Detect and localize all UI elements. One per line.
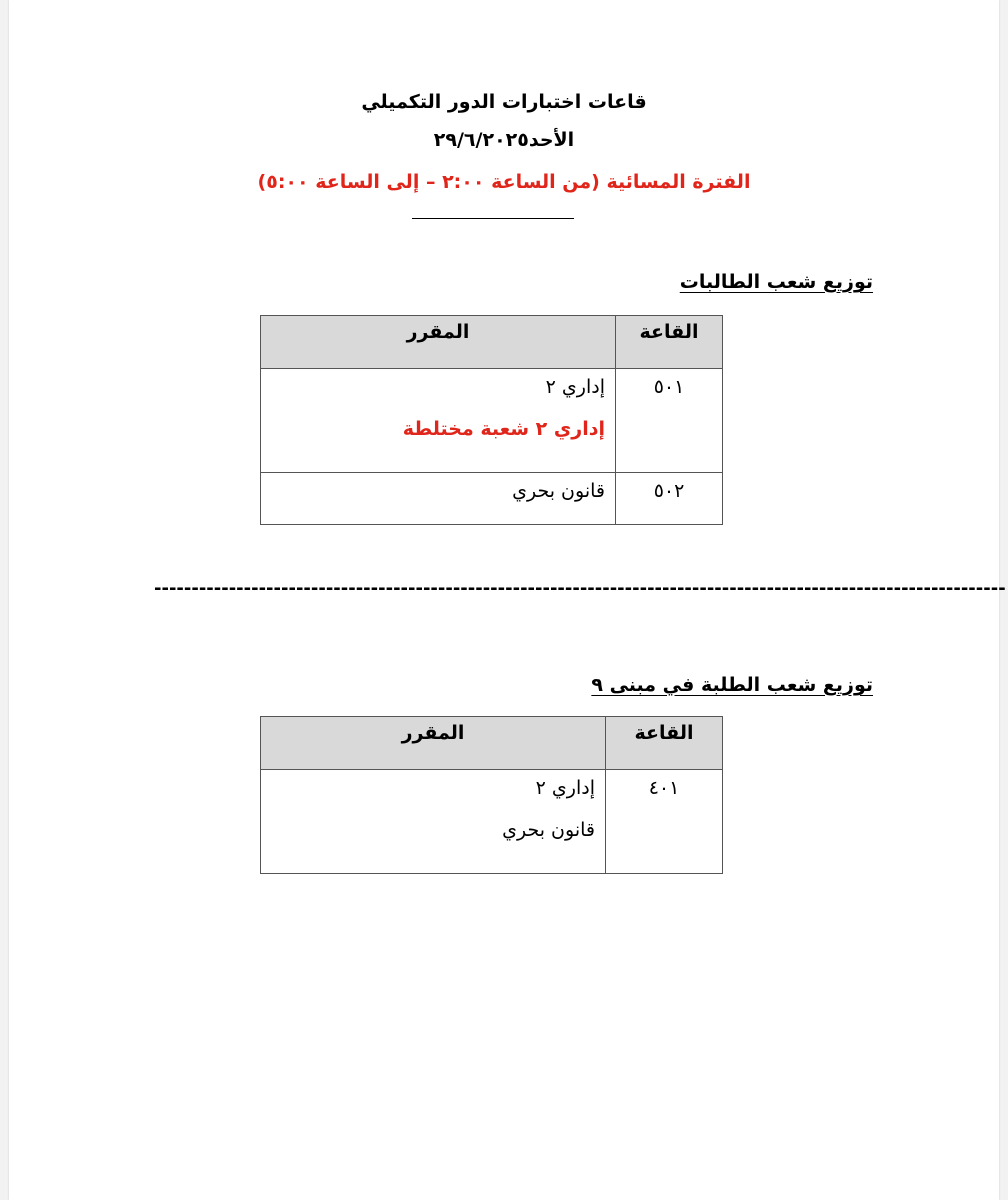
column-header-room: القاعة (616, 316, 723, 369)
document-page (9, 0, 1006, 1200)
title-underline-rule (412, 218, 574, 219)
male-schedule-table (260, 716, 723, 874)
exam-period: الفترة المسائية (من الساعة ٢:٠٠ – إلى الساعة ٥:٠٠) (257, 171, 751, 193)
course-name: إداري ٢ (545, 376, 605, 398)
course-cell (261, 770, 606, 874)
course-cell (261, 473, 616, 525)
course-name: إداري ٢ (535, 777, 595, 799)
course-name-highlighted: إداري ٢ شعبة مختلطة (402, 418, 605, 440)
table-row (261, 770, 723, 874)
female-schedule-table (260, 315, 723, 525)
room-number: ٤٠١ (606, 770, 723, 874)
table-row (261, 473, 723, 525)
room-number: ٥٠١ (616, 369, 723, 473)
course-name: قانون بحري (512, 480, 605, 502)
table-row (261, 369, 723, 473)
room-number: ٥٠٢ (616, 473, 723, 525)
course-name: قانون بحري (502, 819, 595, 841)
female-section-title: توزيع شعب الطالبات (679, 271, 873, 293)
table-header-row (261, 316, 723, 369)
document-title: قاعات اختبارات الدور التكميلي (361, 91, 647, 113)
male-section-title: توزيع شعب الطلبة في مبنى ٩ (591, 674, 873, 696)
column-header-course: المقرر (261, 316, 616, 369)
table-header-row (261, 717, 723, 770)
column-header-course: المقرر (261, 717, 606, 770)
section-separator: ------------------------------------------------------------------------------------------------------------------ (154, 578, 1006, 599)
column-header-room: القاعة (606, 717, 723, 770)
course-cell (261, 369, 616, 473)
exam-date: الأحد٢٩/٦/٢٠٢٥ (433, 129, 575, 151)
